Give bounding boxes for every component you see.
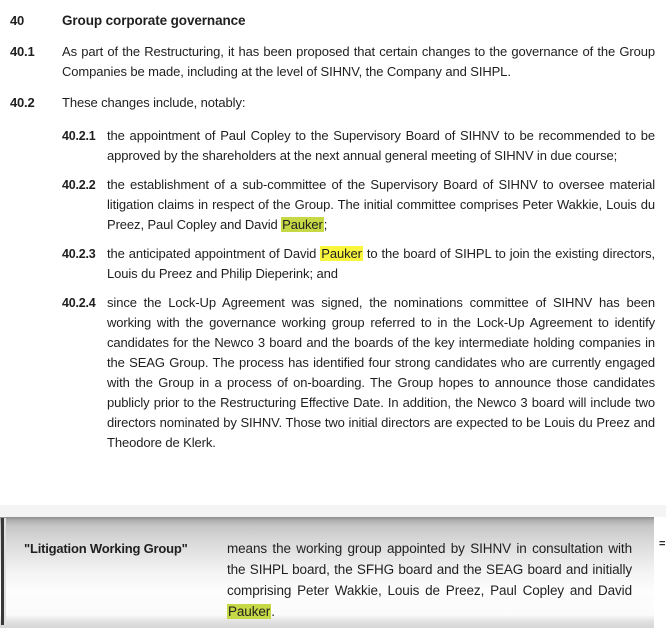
clause-40-2 xyxy=(10,93,655,113)
clause-number: 40.2.3 xyxy=(62,247,96,261)
search-highlight-pauker: Pauker xyxy=(228,604,271,619)
clause-number: 40.2.4 xyxy=(62,296,96,310)
right-edge-strip xyxy=(654,517,666,628)
clause-text xyxy=(107,175,655,235)
definition-text xyxy=(227,538,632,622)
clause-number: 40.2.1 xyxy=(62,129,96,143)
page-edge-artifact: = xyxy=(659,538,666,550)
clause-text: As part of the Restructuring, it has been proposed that certain changes to the governance of the Group Companies be made, including at the level of SIHNV, the Company and SIHPL. xyxy=(62,44,655,79)
search-highlight-pauker: Pauker xyxy=(282,217,323,232)
section-heading xyxy=(10,11,655,31)
clause-number: 40.2 xyxy=(10,95,35,110)
definition-row xyxy=(24,538,644,622)
clause-text-segment: the establishment of a sub-committee of the Supervisory Board of SIHNV to oversee material litigation claims in respect of the Group. The initial committee comprises Peter Wakkie, Louis du Preez, Paul Copley and David xyxy=(107,177,655,232)
clause-40-2-1 xyxy=(62,126,655,166)
clause-text xyxy=(107,244,655,284)
clause-text-segment: the anticipated appointment of David xyxy=(107,246,321,261)
section-title: Group corporate governance xyxy=(62,13,246,28)
definition-block xyxy=(0,517,666,628)
clause-40-2-2 xyxy=(62,175,655,235)
clause-text-segment: ; xyxy=(323,217,328,232)
clause-text: the appointment of Paul Copley to the Supervisory Board of SIHNV to be recommended to be approved by the shareholders at the next annual general meeting of SIHNV in due course; xyxy=(107,128,655,163)
clause-number: 40.2.2 xyxy=(62,178,96,192)
section-number: 40 xyxy=(10,13,25,28)
definition-text-segment: . xyxy=(271,604,275,619)
clause-number: 40.1 xyxy=(10,44,35,59)
definition-text-segment: means the working group appointed by SIHNV in consultation with the SIHPL board, the SFHG board and the SEAG board and initially comprising Peter Wakkie, Louis de Preez, Paul Copley and David xyxy=(227,541,632,598)
search-highlight-pauker: Pauker xyxy=(321,246,362,261)
clause-text: since the Lock-Up Agreement was signed, the nominations committee of SIHNV has been working with the governance working group referred to in the Lock-Up Agreement to identify candidates for the Newco 3 board and the boards of the key intermediate holding companies in the SEAG Group. The process has identified four strong candidates who are currently engaged with the Group in a process of on-boarding. The Group hopes to announce those candidates publicly prior to the Restructuring Effective Date. In addition, the Newco 3 board will include two directors nominated by SIHNV. Those two initial directors are expected to be Louis du Preez and Theodore de Klerk. xyxy=(107,295,655,450)
clause-40-2-4 xyxy=(62,293,655,453)
clause-40-2-3 xyxy=(62,244,655,284)
clause-text: These changes include, notably: xyxy=(62,95,246,110)
clause-text-segment: to the board of SIHPL to join the existing directors, Louis du Preez and Philip Dieperink; and xyxy=(107,246,655,281)
page-gap xyxy=(0,505,666,517)
definition-term: "Litigation Working Group" xyxy=(24,541,188,556)
clause-40-1 xyxy=(10,42,655,82)
left-edge-bar xyxy=(1,518,6,625)
